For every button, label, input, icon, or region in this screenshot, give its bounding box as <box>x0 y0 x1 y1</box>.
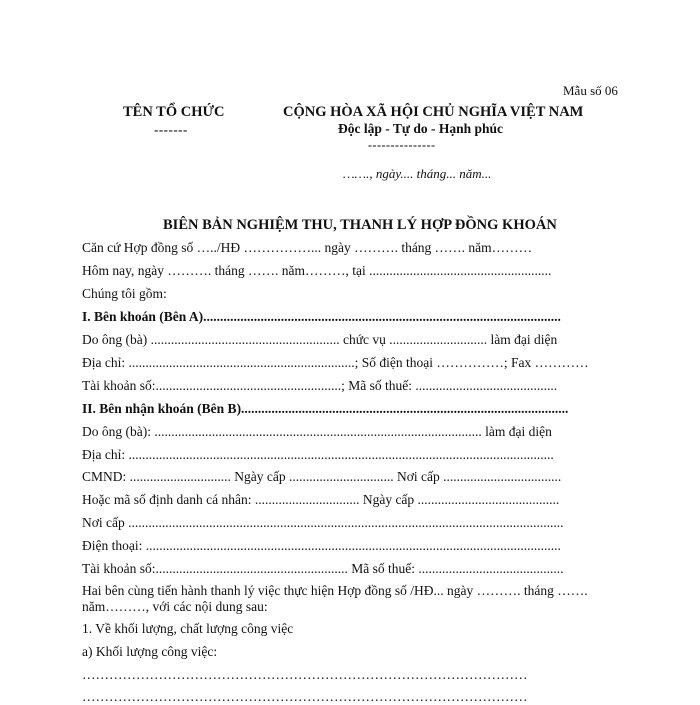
party-b-address: Địa chỉ: .............................................................................................................................. <box>82 447 554 462</box>
party-a-address: Địa chỉ: ...................................................................; Số điện thoại ……………; Fax ………… <box>82 355 589 370</box>
party-a-account: Tài khoản số:.......................................................; Mã số thuế: .......................................... <box>82 378 558 393</box>
party-b-representative: Do ông (bà): ................................................................................................. làm đại diện <box>82 424 552 439</box>
party-b-id-card: CMND: .............................. Ngày cấp ............................... Nơi cấp ................................... <box>82 469 562 484</box>
party-b-heading: II. Bên nhận khoán (Bên B)................................................................................................. <box>82 401 569 416</box>
party-a-heading: I. Bên khoán (Bên A).......................................................................................................... <box>82 309 561 324</box>
national-title: CỘNG HÒA XÃ HỘI CHỦ NGHĨA VIỆT NAM <box>283 104 584 120</box>
parties-intro: Chúng tôi gồm: <box>82 286 167 301</box>
section-1-heading: 1. Về khối lượng, chất lượng công việc <box>82 621 294 636</box>
date-place-line: Hôm nay, ngày ………. tháng ……. năm………, tại ...................................................... <box>82 263 552 278</box>
organization-name: TÊN TỔ CHỨC <box>123 104 225 120</box>
party-b-personal-id: Hoặc mã số định danh cá nhân: ............................... Ngày cấp .......................................... <box>82 492 560 507</box>
party-b-issue-place: Nơi cấp ................................................................................................................................. <box>82 515 564 530</box>
agreement-line-1: Hai bên cùng tiến hành thanh lý việc thực hiện Hợp đồng số /HĐ... ngày ………. tháng ……. <box>82 583 588 598</box>
organization-underline: ------- <box>154 122 188 137</box>
basis-line: Căn cứ Hợp đồng số …../HĐ ……………... ngày ………. tháng ……. năm……… <box>82 240 533 255</box>
party-b-account: Tài khoản số:......................................................... Mã số thuế: ........................................... <box>82 561 564 576</box>
document-date: ……., ngày.... tháng... năm... <box>343 166 492 181</box>
national-motto: Độc lập - Tự do - Hạnh phúc <box>338 121 504 136</box>
form-number: Mẫu số 06 <box>563 83 618 98</box>
dotted-line: ……………………………………………………………………………………… <box>82 667 528 682</box>
dotted-line: ……………………………………………………………………………………… <box>82 689 528 704</box>
agreement-line-2: năm………, với các nội dung sau: <box>82 599 268 614</box>
document-title: BIÊN BẢN NGHIỆM THU, THANH LÝ HỢP ĐỒNG KHOÁN <box>163 217 557 233</box>
party-a-representative: Do ông (bà) ........................................................ chức vụ ............................. làm đại diện <box>82 332 558 347</box>
section-1a-heading: a) Khối lượng công việc: <box>82 644 218 659</box>
party-b-phone: Điện thoại: ........................................................................................................................... <box>82 538 561 553</box>
motto-underline: --------------- <box>368 138 436 152</box>
